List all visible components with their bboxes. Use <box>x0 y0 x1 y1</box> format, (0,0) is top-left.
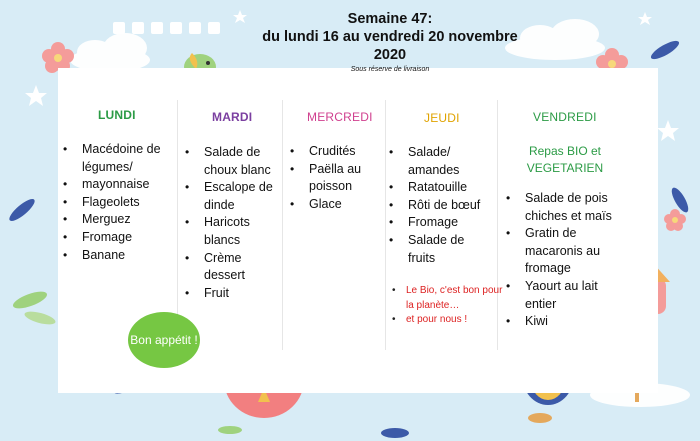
list-item: • Macédoine de légumes/ <box>60 141 178 176</box>
dots-icon <box>113 22 220 34</box>
list-item: • mayonnaise <box>60 176 178 194</box>
menu-list-mardi <box>182 144 280 302</box>
list-item: • Salade de fruits <box>386 232 494 267</box>
list-item: • Salade de choux blanc <box>182 144 280 179</box>
list-item: • Kiwi <box>503 313 631 331</box>
title-dates: du lundi 16 au vendredi 20 novembre <box>262 29 518 45</box>
menu-list-vendredi <box>503 190 631 331</box>
day-header-vendredi: VENDREDI <box>533 110 597 124</box>
list-item: • Ratatouille <box>386 179 494 197</box>
list-item: • Crème dessert <box>182 250 280 285</box>
column-divider <box>282 100 283 350</box>
list-item: • Escalope de dinde <box>182 179 280 214</box>
list-item: • Fromage <box>60 229 178 247</box>
title-year: 2020 <box>373 47 407 63</box>
cloud-line: • et pour nous ! <box>390 313 506 328</box>
list-item: • Crudités <box>287 143 383 161</box>
bio-subtitle: Repas BIO et VEGETARIEN <box>526 144 604 175</box>
list-item: • Glace <box>287 196 383 214</box>
list-item: • Fruit <box>182 285 280 303</box>
menu-list-mercredi <box>287 143 383 213</box>
list-item: • Haricots blancs <box>182 214 280 249</box>
day-header-mercredi: MERCREDI <box>307 110 373 124</box>
menu-list-jeudi <box>386 144 494 267</box>
list-item: • Rôti de bœuf <box>386 197 494 215</box>
list-item: • Salade/ amandes <box>386 144 494 179</box>
page-title <box>230 10 550 73</box>
bon-appetit-bubble <box>128 312 200 368</box>
cloud-line: • Le Bio, c'est bon pour la planète… <box>390 284 506 313</box>
title-week: Semaine 47: <box>347 11 433 27</box>
delivery-note: Sous réserve de livraison <box>350 66 430 73</box>
list-item: • Paëlla au poisson <box>287 161 383 196</box>
list-item: • Flageolets <box>60 194 178 212</box>
list-item: • Salade de pois chiches et maïs <box>503 190 631 225</box>
bon-appetit-text: Bon appétit ! <box>130 333 198 347</box>
list-item: • Merguez <box>60 211 178 229</box>
list-item: • Banane <box>60 247 178 265</box>
list-item: • Gratin de macaronis au fromage <box>503 225 631 278</box>
cloud-message <box>390 284 506 328</box>
menu-list-lundi <box>60 141 178 264</box>
day-header-mardi: MARDI <box>212 110 253 124</box>
list-item: • Yaourt au lait entier <box>503 278 631 313</box>
day-header-lundi: LUNDI <box>98 108 136 122</box>
day-header-jeudi: JEUDI <box>424 111 460 125</box>
list-item: • Fromage <box>386 214 494 232</box>
